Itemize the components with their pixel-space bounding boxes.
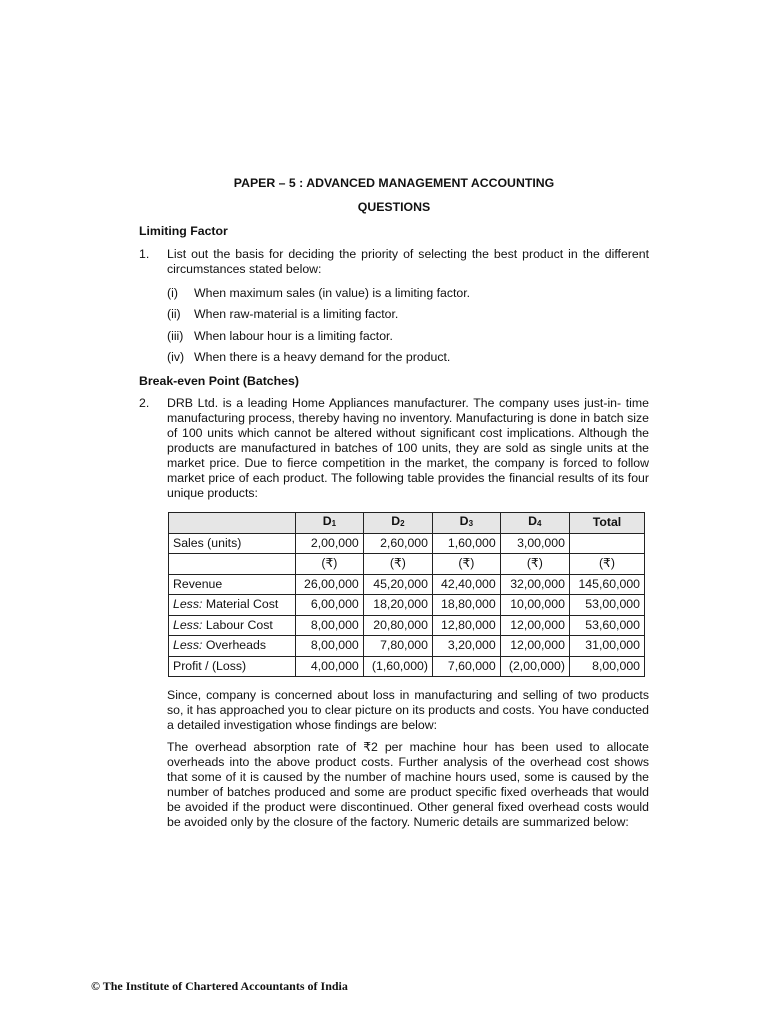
- table-row: [169, 595, 645, 616]
- table-cell: (2,00,000): [500, 656, 569, 677]
- table-cell: [569, 533, 644, 554]
- table-cell: 6,00,000: [296, 595, 364, 616]
- section-heading-limiting-factor: Limiting Factor: [139, 224, 228, 238]
- table-cell: 45,20,000: [363, 574, 432, 595]
- table-cell: 26,00,000: [296, 574, 364, 595]
- table-cell: 145,60,000: [569, 574, 644, 595]
- table-cell: (₹): [500, 554, 569, 575]
- table-cell: (₹): [363, 554, 432, 575]
- table-cell: 7,60,000: [432, 656, 500, 677]
- list-item-number: (i): [167, 286, 178, 300]
- table-cell: 2,00,000: [296, 533, 364, 554]
- list-item: [167, 350, 450, 365]
- list-item: [167, 307, 398, 322]
- financial-results-table: [168, 512, 645, 677]
- table-row: [169, 554, 645, 575]
- table-cell: 8,00,000: [569, 656, 644, 677]
- row-label: Profit / (Loss): [169, 656, 296, 677]
- table-cell: 1,60,000: [432, 533, 500, 554]
- paragraph-overheads: The overhead absorption rate of ₹2 per machine hour has been used to allocate overheads into the above product costs. Further analysis of the overhead cost shows that some of it is caused by the number of machine hours used, some is caused by the number of batches produced and some are product specific fixed overheads that would be avoided if the product were discontinued. Other general fixed overhead costs would be avoided only by the closure of the factory. Numeric details are summarized below:: [167, 740, 649, 829]
- table-cell: 42,40,000: [432, 574, 500, 595]
- table-cell: 7,80,000: [363, 636, 432, 657]
- list-item-text: When maximum sales (in value) is a limiting factor.: [194, 286, 471, 300]
- table-header-row: [169, 513, 645, 534]
- table-cell: 18,20,000: [363, 595, 432, 616]
- row-label: Sales (units): [169, 533, 296, 554]
- table-header-cell: [169, 513, 296, 534]
- table-cell: 8,00,000: [296, 636, 364, 657]
- table-cell: 12,80,000: [432, 615, 500, 636]
- row-label: Less: Material Cost: [169, 595, 296, 616]
- question-text: List out the basis for deciding the priority of selecting the best product in the different circumstances stated below:: [167, 247, 649, 276]
- table-row: [169, 636, 645, 657]
- table-row: [169, 656, 645, 677]
- table-row: [169, 574, 645, 595]
- table-cell: (₹): [569, 554, 644, 575]
- list-item-text: When raw-material is a limiting factor.: [194, 307, 399, 321]
- table-row: [169, 533, 645, 554]
- table-cell: 3,20,000: [432, 636, 500, 657]
- list-item-text: When there is a heavy demand for the product.: [194, 350, 451, 364]
- table-cell: 20,80,000: [363, 615, 432, 636]
- question-number: 1.: [139, 247, 150, 261]
- footer-copyright: © The Institute of Chartered Accountants of India: [91, 979, 348, 993]
- table-cell: (1,60,000): [363, 656, 432, 677]
- row-label: Less: Labour Cost: [169, 615, 296, 636]
- paper-title: PAPER – 5 : ADVANCED MANAGEMENT ACCOUNTING: [233, 176, 555, 190]
- paragraph-investigation: Since, company is concerned about loss in manufacturing and selling of two products so, it has approached you to clear picture on its products and costs. You have conducted a detailed investigation whose findings are below:: [167, 688, 649, 732]
- table-header-cell: $D_3$: [432, 513, 500, 534]
- table-cell: 53,00,000: [569, 595, 644, 616]
- table-header-cell: $D_2$: [363, 513, 432, 534]
- table-header-cell: $D_1$: [296, 513, 364, 534]
- list-item: [167, 286, 470, 301]
- table-cell: 2,60,000: [363, 533, 432, 554]
- table-cell: (₹): [296, 554, 364, 575]
- table-cell: 12,00,000: [500, 615, 569, 636]
- table-header-cell: Total: [569, 513, 644, 534]
- table-cell: 3,00,000: [500, 533, 569, 554]
- table-cell: 4,00,000: [296, 656, 364, 677]
- row-label: Less: Overheads: [169, 636, 296, 657]
- row-label: Revenue: [169, 574, 296, 595]
- row-label: [169, 554, 296, 575]
- question-number: 2.: [139, 396, 150, 410]
- table-cell: 10,00,000: [500, 595, 569, 616]
- table-cell: 31,00,000: [569, 636, 644, 657]
- list-item-text: When labour hour is a limiting factor.: [194, 329, 393, 343]
- questions-heading: QUESTIONS: [357, 200, 431, 214]
- table-cell: 12,00,000: [500, 636, 569, 657]
- table-header-cell: $D_4$: [500, 513, 569, 534]
- table-cell: 8,00,000: [296, 615, 364, 636]
- table-cell: 53,60,000: [569, 615, 644, 636]
- table-cell: 32,00,000: [500, 574, 569, 595]
- table-cell: 18,80,000: [432, 595, 500, 616]
- table-cell: (₹): [432, 554, 500, 575]
- list-item: [167, 329, 393, 344]
- section-heading-break-even: Break-even Point (Batches): [139, 374, 299, 388]
- question-text: DRB Ltd. is a leading Home Appliances manufacturer. The company uses just-in- time manufacturing process, thereby having no inventory. Manufacturing is done in batch size of 100 units which cannot be altered without significant cost implications. Although the products are manufactured in batches of 100 units, they are sold as single units at the market price. Due to fierce competition in the market, the company is forced to follow market price of each product. The following table provides the financial results of its four unique products:: [167, 396, 649, 500]
- list-item-number: (iii): [167, 329, 184, 343]
- list-item-number: (ii): [167, 307, 181, 321]
- list-item-number: (iv): [167, 350, 185, 364]
- table-row: [169, 615, 645, 636]
